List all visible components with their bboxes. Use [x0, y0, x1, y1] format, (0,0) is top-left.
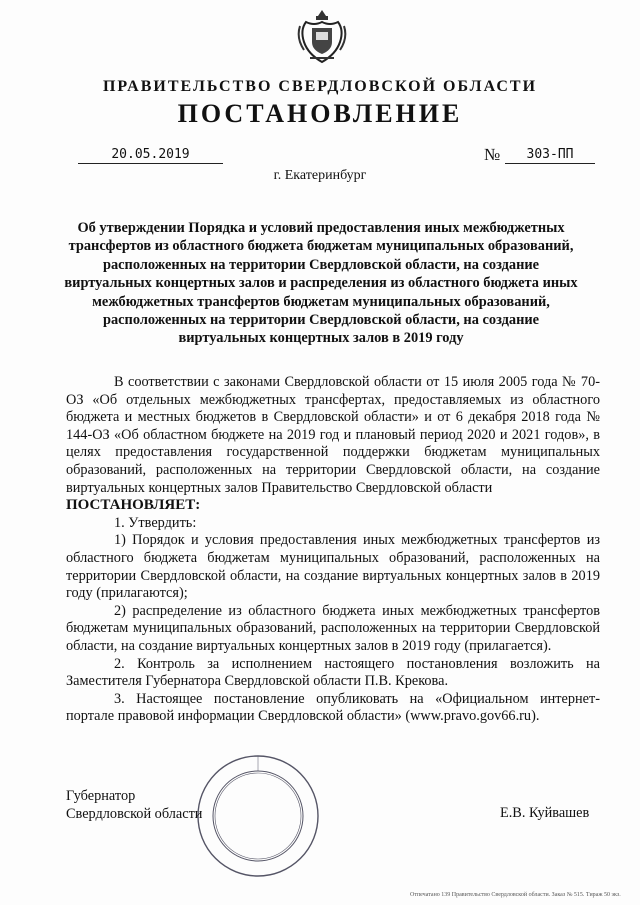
position-line-2: Свердловской области	[66, 806, 203, 822]
document-type: ПОСТАНОВЛЕНИЕ	[177, 99, 463, 128]
document-title: Об утверждении Порядка и условий предоставления иных межбюджетных трансфертов из областного бюджета бюджетам муниципальных образований, расположенных на территории Свердловской области, на создание виртуальных концертных залов и распределения из областного бюджета иных межбюджетных трансфертов бюджетам муниципальных образований, расположенных на территории Свердловской области, на создание виртуальных концертных залов в 2019 году	[64, 220, 578, 347]
item-1-1: 1) Порядок и условия предоставления иных межбюджетных трансфертов из областного бюджета бюджетам муниципальных образований, расположенных на территории Свердловской области, на создание виртуальных концертных залов в 2019 году (прилагаются);	[66, 532, 600, 602]
number-label: №	[484, 145, 501, 164]
item-3: 3. Настоящее постановление опубликовать на «Официальном интернет-портале правовой информации Свердловской области» (www.pravo.gov66.ru).	[66, 690, 600, 725]
item-1-2: 2) распределение из областного бюджета иных межбюджетных трансфертов бюджетам муниципальных образований, расположенных на территории Свердловской области, на создание виртуальных концертных залов в 2019 году (прилагается).	[66, 602, 600, 654]
city: г. Екатеринбург	[273, 168, 367, 183]
document-body	[66, 374, 600, 726]
resolves-heading: ПОСТАНОВЛЯЕТ:	[66, 497, 201, 514]
print-footer: Отпечатано 139 Правительство Свердловской области. Заказ № 515. Тираж 50 экз.	[410, 892, 621, 898]
preamble: В соответствии с законами Свердловской области от 15 июля 2005 года № 70-ОЗ «Об отдельных межбюджетных трансфертах, предоставляемых из областного бюджета и местных бюджетов в Свердловской области» и от 6 декабря 2018 года № 144-ОЗ «Об областном бюджете на 2019 год и плановый период 2020 и 2021 годов», в целях предоставления государственной поддержки бюджетам муниципальных образований, расположенных на территории Свердловской области, на создание виртуальных концертных залов Правительство Свердловской области	[66, 374, 600, 496]
signatory-position	[66, 787, 202, 823]
position-line-1: Губернатор	[66, 788, 136, 804]
coat-of-arms-icon	[296, 8, 348, 66]
document-number: 303-ПП	[505, 147, 595, 164]
item-2: 2. Контроль за исполнением настоящего постановления возложить на Заместителя Губернатора Свердловской области П.В. Крекова.	[66, 655, 600, 690]
government-name: ПРАВИТЕЛЬСТВО СВЕРДЛОВСКОЙ ОБЛАСТИ	[102, 78, 538, 95]
signatory-name: Е.В. Куйвашев	[500, 805, 590, 821]
document-date: 20.05.2019	[78, 147, 223, 164]
official-seal-icon	[196, 754, 320, 878]
item-1: 1. Утвердить:	[114, 514, 197, 531]
